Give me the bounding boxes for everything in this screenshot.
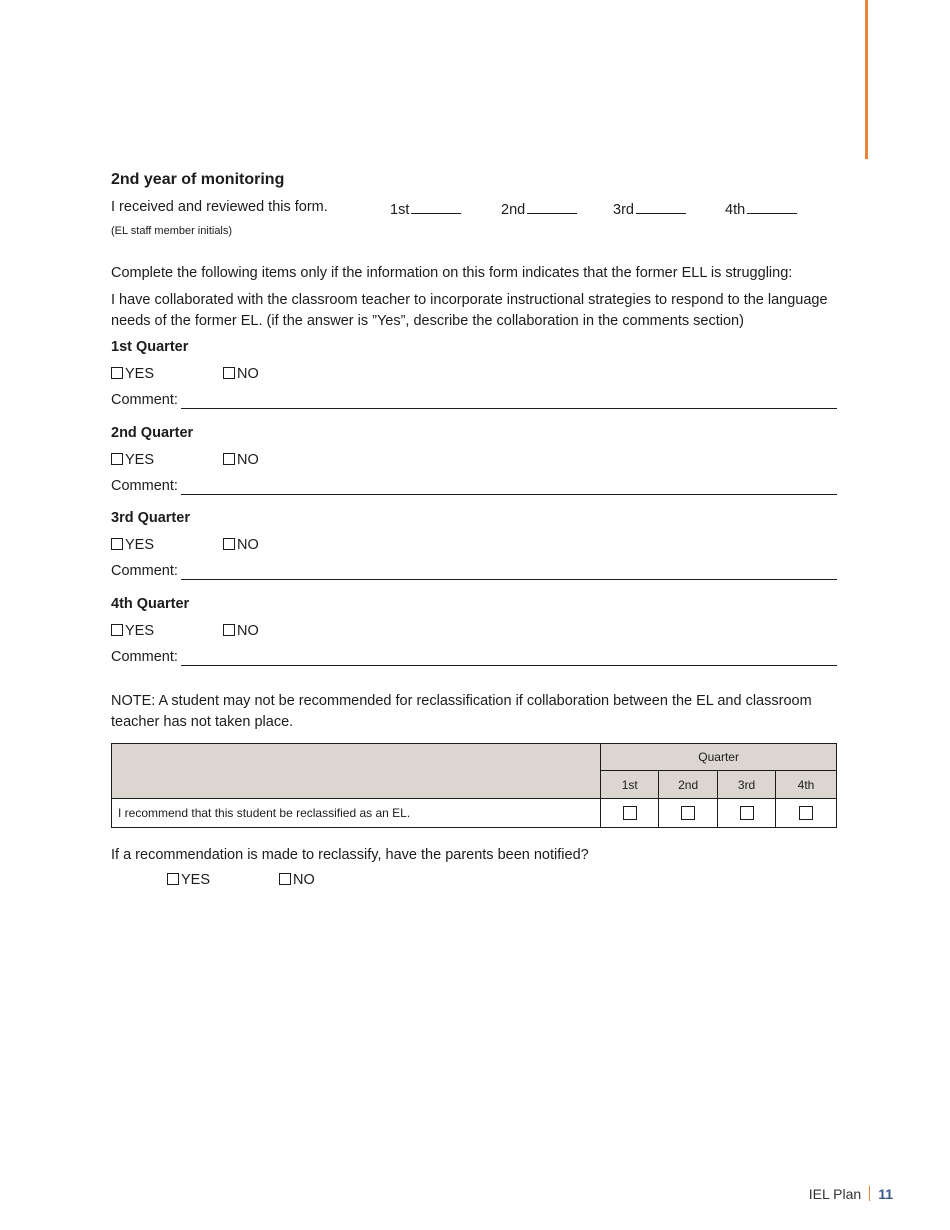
checkbox-icon xyxy=(111,453,123,465)
recommendation-table xyxy=(111,743,837,828)
reclassification-note: NOTE: A student may not be recommended for reclassification if collaboration between the EL and classroom teacher has not taken place. xyxy=(111,693,812,730)
checkbox-icon xyxy=(167,873,179,885)
footer-doc-name: IEL Plan xyxy=(808,1186,862,1202)
quarter-title: 3rd Quarter xyxy=(111,510,190,526)
recommend-checkbox-1st[interactable] xyxy=(601,799,659,828)
instructions-collaboration: I have collaborated with the classroom teacher to incorporate instructional strategies to respond to the language needs of the former EL. (if the answer is ”Yes”, describe the collaboration in the comments section) xyxy=(111,292,828,329)
checkbox-icon xyxy=(279,873,291,885)
comment-line[interactable] xyxy=(181,408,837,409)
checkbox-icon xyxy=(111,367,123,379)
parents-question: If a recommendation is made to reclassify, have the parents been notified? xyxy=(111,847,589,863)
checkbox-icon xyxy=(223,453,235,465)
comment-line[interactable] xyxy=(181,579,837,580)
column-header-3rd: 3rd xyxy=(718,771,776,799)
checkbox-icon xyxy=(223,367,235,379)
yes-checkbox[interactable]: YES xyxy=(111,537,154,553)
quarter-title: 4th Quarter xyxy=(111,596,190,612)
comment-line[interactable] xyxy=(181,494,837,495)
checkbox-icon xyxy=(111,624,123,636)
instructions-condition: Complete the following items only if the information on this form indicates that the former ELL is struggling: xyxy=(111,265,793,281)
yes-checkbox[interactable]: YES xyxy=(111,366,154,382)
quarter-title: 1st Quarter xyxy=(111,339,189,355)
column-header-1st: 1st xyxy=(601,771,659,799)
table-header-blank xyxy=(112,744,601,799)
received-row xyxy=(111,199,837,219)
page-footer xyxy=(809,1186,893,1202)
checkbox-icon[interactable] xyxy=(799,806,813,820)
column-header-4th: 4th xyxy=(776,771,837,799)
checkbox-icon[interactable] xyxy=(681,806,695,820)
yes-checkbox[interactable]: YES xyxy=(111,623,154,639)
comment-label: Comment: xyxy=(111,649,178,665)
comment-label: Comment: xyxy=(111,392,178,408)
page-number: 11 xyxy=(878,1186,893,1202)
initials-note: (EL staff member initials) xyxy=(111,225,233,237)
recommend-checkbox-4th[interactable] xyxy=(776,799,837,828)
yes-checkbox[interactable]: YES xyxy=(111,452,154,468)
recommend-label: I recommend that this student be reclassified as an EL. xyxy=(112,799,601,828)
quarter-group-header: Quarter xyxy=(601,744,837,771)
initials-field-1st[interactable]: 1st xyxy=(390,199,461,218)
no-checkbox[interactable]: NO xyxy=(223,623,259,639)
checkbox-icon xyxy=(111,538,123,550)
section-title: 2nd year of monitoring xyxy=(111,171,285,188)
initials-field-3rd[interactable]: 3rd xyxy=(613,199,686,218)
table-row xyxy=(112,799,837,828)
column-header-2nd: 2nd xyxy=(659,771,718,799)
checkbox-icon[interactable] xyxy=(623,806,637,820)
comment-line[interactable] xyxy=(181,665,837,666)
recommend-checkbox-2nd[interactable] xyxy=(659,799,718,828)
table-header-row xyxy=(112,744,837,771)
no-checkbox[interactable]: NO xyxy=(223,452,259,468)
quarter-title: 2nd Quarter xyxy=(111,425,194,441)
checkbox-icon xyxy=(223,624,235,636)
parents-yes-checkbox[interactable]: YES xyxy=(167,872,210,888)
initials-field-2nd[interactable]: 2nd xyxy=(501,199,577,218)
parents-no-checkbox[interactable]: NO xyxy=(279,872,315,888)
no-checkbox[interactable]: NO xyxy=(223,366,259,382)
recommend-checkbox-3rd[interactable] xyxy=(718,799,776,828)
comment-label: Comment: xyxy=(111,563,178,579)
accent-bar xyxy=(865,0,868,159)
footer-separator xyxy=(869,1186,870,1201)
checkbox-icon xyxy=(223,538,235,550)
initials-field-4th[interactable]: 4th xyxy=(725,199,797,218)
received-label: I received and reviewed this form. xyxy=(111,199,328,215)
checkbox-icon[interactable] xyxy=(740,806,754,820)
comment-label: Comment: xyxy=(111,478,178,494)
no-checkbox[interactable]: NO xyxy=(223,537,259,553)
